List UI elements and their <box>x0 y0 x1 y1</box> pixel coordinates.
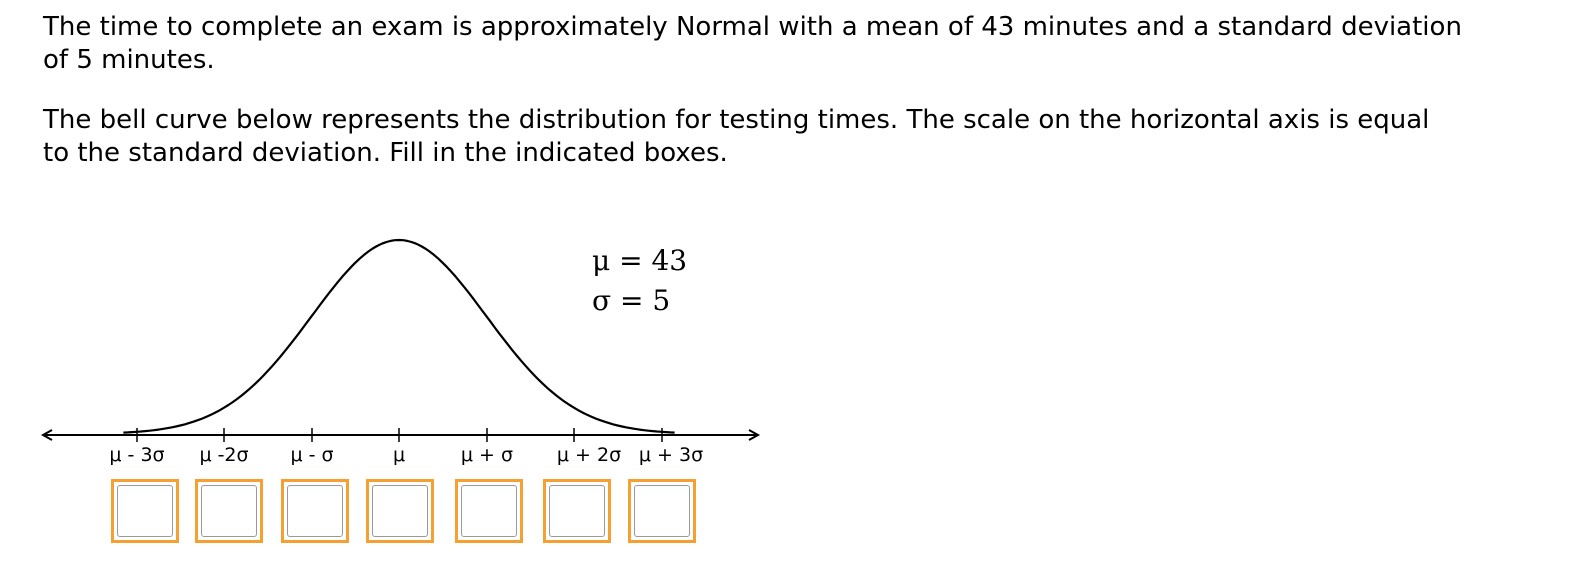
answer-box-mu-plus-2sigma <box>543 479 611 543</box>
tick-label-mu-plus-2sigma: μ + 2σ <box>556 444 622 466</box>
answer-input-mu-plus-sigma[interactable] <box>461 485 517 537</box>
tick-label-mu-minus-3sigma: μ - 3σ <box>109 444 165 466</box>
answer-input-mu-minus-sigma[interactable] <box>287 485 343 537</box>
answer-box-mu-minus-3sigma <box>111 479 179 543</box>
answer-box-mu <box>366 479 434 543</box>
answer-input-mu-minus-2sigma[interactable] <box>201 485 257 537</box>
answer-box-mu-minus-sigma <box>281 479 349 543</box>
tick-label-mu-plus-3sigma: μ + 3σ <box>638 444 704 466</box>
tick-label-mu-minus-2sigma: μ -2σ <box>199 444 249 466</box>
answer-input-mu-plus-2sigma[interactable] <box>549 485 605 537</box>
sigma-label: σ = 5 <box>592 284 671 317</box>
answer-input-mu-plus-3sigma[interactable] <box>634 485 690 537</box>
answer-input-mu-minus-3sigma[interactable] <box>117 485 173 537</box>
tick-label-mu-minus-sigma: μ - σ <box>290 444 334 466</box>
mu-label: μ = 43 <box>592 244 688 277</box>
answer-box-mu-plus-3sigma <box>628 479 696 543</box>
question-paragraph-1: The time to complete an exam is approximately Normal with a mean of 43 minutes and a standard deviation of 5 minutes. <box>43 12 1462 75</box>
answer-box-mu-plus-sigma <box>455 479 523 543</box>
answer-box-mu-minus-2sigma <box>195 479 263 543</box>
tick-label-mu-plus-sigma: μ + σ <box>460 444 514 466</box>
answer-input-mu[interactable] <box>372 485 428 537</box>
question-paragraph-2: The bell curve below represents the distribution for testing times. The scale on the horizontal axis is equal to the standard deviation. Fill in the indicated boxes. <box>43 105 1430 168</box>
tick-label-mu: μ <box>392 444 406 466</box>
